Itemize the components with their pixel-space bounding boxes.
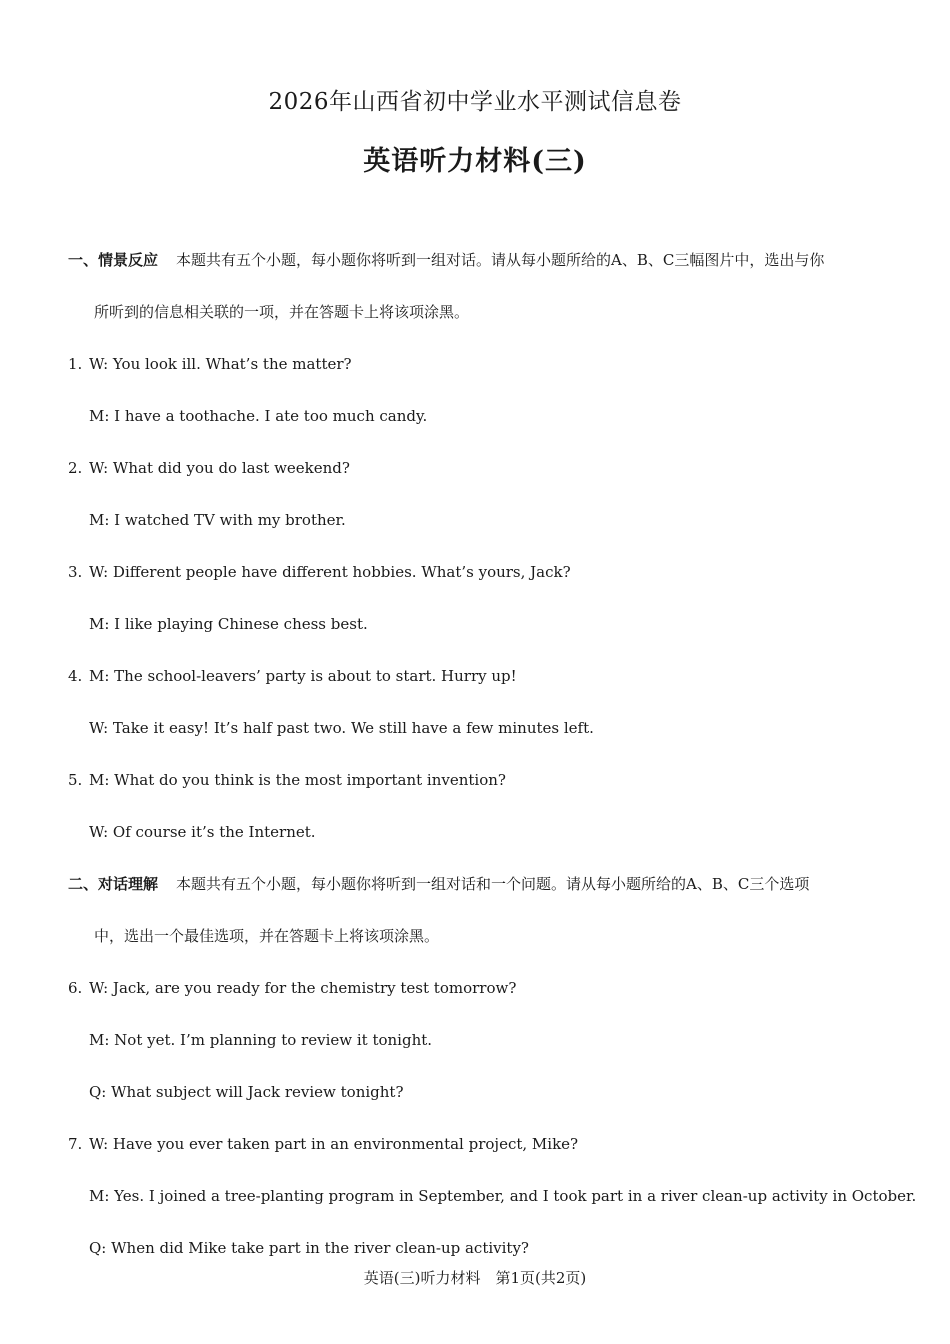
document-subtitle: 英语听力材料(三) bbox=[363, 146, 587, 177]
question-number: 4. bbox=[68, 667, 83, 685]
section2-instruction-cont: 中，选出一个最佳选项，并在答题卡上将该项涂黑。 bbox=[94, 927, 440, 945]
question-number: 3. bbox=[68, 563, 83, 581]
dialogue-line: M: I have a toothache. I ate too much candy. bbox=[89, 407, 428, 425]
dialogue-line: W: Of course it’s the Internet. bbox=[89, 823, 316, 841]
dialogue-line: M: Not yet. I’m planning to review it tonight. bbox=[89, 1031, 433, 1049]
section2-heading: 二、对话理解 bbox=[68, 875, 159, 893]
dialogue-line: W: Jack, are you ready for the chemistry test tomorrow? bbox=[89, 979, 517, 997]
question-7 bbox=[68, 1134, 578, 1154]
dialogue-line: W: Have you ever taken part in an environmental project, Mike? bbox=[89, 1135, 579, 1153]
question-number: 1. bbox=[68, 355, 83, 373]
dialogue-line: M: I like playing Chinese chess best. bbox=[89, 615, 368, 633]
question-1 bbox=[68, 354, 352, 374]
question-6 bbox=[68, 978, 516, 998]
page-footer: 英语(三)听力材料 第1页(共2页) bbox=[363, 1269, 587, 1287]
dialogue-line: W: You look ill. What’s the matter? bbox=[89, 355, 352, 373]
question-number: 5. bbox=[68, 771, 83, 789]
question-number: 2. bbox=[68, 459, 83, 477]
document-title: 2026年山西省初中学业水平测试信息卷 bbox=[268, 89, 682, 115]
section1-instruction-text: 本题共有五个小题，每小题你将听到一组对话。请从每小题所给的A、B、C三幅图片中，选出与你 bbox=[176, 251, 825, 269]
question-5 bbox=[68, 770, 506, 790]
section1-instruction bbox=[68, 250, 884, 270]
question-line: Q: When did Mike take part in the river clean-up activity? bbox=[89, 1239, 529, 1257]
dialogue-line: W: Different people have different hobbies. What’s yours, Jack? bbox=[89, 563, 571, 581]
question-2 bbox=[68, 458, 350, 478]
dialogue-line: M: I watched TV with my brother. bbox=[89, 511, 346, 529]
dialogue-line: M: What do you think is the most important invention? bbox=[89, 771, 506, 789]
dialogue-line: W: What did you do last weekend? bbox=[89, 459, 350, 477]
question-number: 6. bbox=[68, 979, 83, 997]
section2-instruction-text: 本题共有五个小题，每小题你将听到一组对话和一个问题。请从每小题所给的A、B、C三个选项 bbox=[176, 875, 810, 893]
question-4 bbox=[68, 666, 517, 686]
question-number: 7. bbox=[68, 1135, 83, 1153]
dialogue-line: W: Take it easy! It’s half past two. We still have a few minutes left. bbox=[89, 719, 594, 737]
section1-instruction-cont: 所听到的信息相关联的一项，并在答题卡上将该项涂黑。 bbox=[94, 303, 470, 321]
question-3 bbox=[68, 562, 571, 582]
question-line: Q: What subject will Jack review tonight? bbox=[89, 1083, 404, 1101]
section1-heading: 一、情景反应 bbox=[68, 251, 159, 269]
dialogue-line: M: Yes. I joined a tree-planting program in September, and I took part in a river clean-up activity in October. bbox=[89, 1187, 917, 1205]
dialogue-line: M: The school-leavers’ party is about to start. Hurry up! bbox=[89, 667, 517, 685]
section2-instruction bbox=[68, 874, 884, 894]
